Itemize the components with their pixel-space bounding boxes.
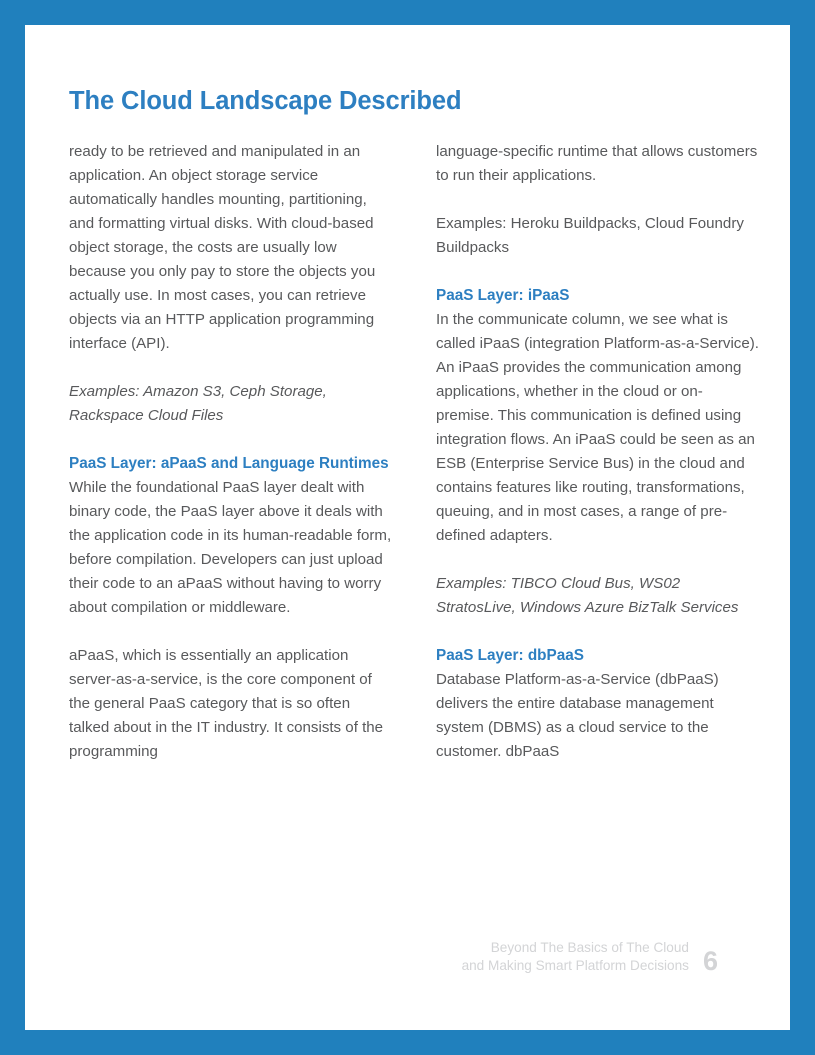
page-title: The Cloud Landscape Described <box>69 87 462 116</box>
right-examples-2: Examples: TIBCO Cloud Bus, WS02 StratosLive, Windows Azure BizTalk Services <box>436 575 739 616</box>
footer-line-1: Beyond The Basics of The Cloud <box>490 940 689 955</box>
spacer <box>69 428 392 452</box>
footer-title <box>462 939 689 975</box>
spacer <box>436 548 759 572</box>
footer-line-2: and Making Smart Platform Decisions <box>461 958 689 973</box>
spacer <box>436 620 759 644</box>
two-column-body <box>69 140 759 764</box>
right-examples-1: Examples: Heroku Buildpacks, Cloud Foundry Buildpacks <box>436 215 744 256</box>
left-examples-1: Examples: Amazon S3, Ceph Storage, Rackspace Cloud Files <box>69 383 327 424</box>
page-footer <box>462 939 718 975</box>
left-paragraph-2: While the foundational PaaS layer dealt with binary code, the PaaS layer above it deals with the application code in its human-readable form, before compilation. Developers can just upload their code to an aPaaS without having to worry about compilation or middleware. <box>69 479 392 616</box>
right-heading-dbpaas: PaaS Layer: dbPaaS <box>436 647 584 664</box>
left-paragraph-3: aPaaS, which is essentially an application server-as-a-service, is the core component of the general PaaS category that is so often talked about in the IT industry. It consists of the programming <box>69 647 384 760</box>
left-column <box>69 140 392 764</box>
spacer <box>69 620 392 644</box>
spacer <box>436 188 759 212</box>
right-paragraph-3: Database Platform-as-a-Service (dbPaaS) delivers the entire database management system (DBMS) as a cloud service to the customer. dbPaaS <box>436 671 719 760</box>
right-paragraph-1: language-specific runtime that allows customers to run their applications. <box>436 143 758 184</box>
right-heading-ipaas: PaaS Layer: iPaaS <box>436 287 570 304</box>
spacer <box>69 356 392 380</box>
right-paragraph-2: In the communicate column, we see what is called iPaaS (integration Platform-as-a-Service). An iPaaS provides the communication among applications, whether in the cloud or on-premise. This communication is defined using integration flows. An iPaaS could be seen as an ESB (Enterprise Service Bus) in the cloud and contains features like routing, transformations, queuing, and in most cases, a range of pre-defined adapters. <box>436 311 759 544</box>
right-column <box>436 140 759 764</box>
spacer <box>436 260 759 284</box>
page-number: 6 <box>702 946 718 976</box>
left-heading-apaas: PaaS Layer: aPaaS and Language Runtimes <box>69 455 389 472</box>
document-page <box>25 25 790 1030</box>
left-paragraph-1: ready to be retrieved and manipulated in an application. An object storage service automatically handles mounting, partitioning, and formatting virtual disks. With cloud-based object storage, the costs are usually low because you only pay to store the objects you actually use. In most cases, you can retrieve objects via an HTTP application programming interface (API). <box>69 143 376 352</box>
